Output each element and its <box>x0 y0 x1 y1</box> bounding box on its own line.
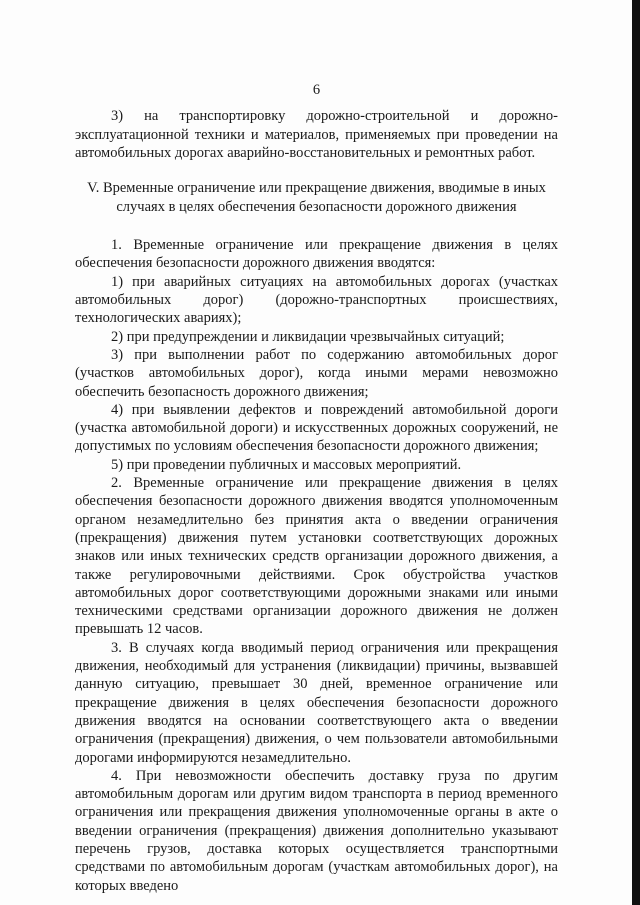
paragraph-clause-1-item-4: 4) при выявлении дефектов и повреждений автомобильной дороги (участка автомобильной дороги) и искусственных дорожных сооружений, не допустимых по условиям обеспечения безопасности дорожного движения; <box>75 401 558 455</box>
paragraph-clause-1-item-3: 3) при выполнении работ по содержанию автомобильных дорог (участков автомобильных дорог), когда иными мерами невозможно обеспечить безопасность дорожного движения; <box>75 346 558 400</box>
paragraph-clause-3: 3. В случаях когда вводимый период ограничения или прекращения движения, необходимый для устранения (ликвидации) причины, вызвавшей данную ситуацию, превышает 30 дней, временное ограничение или прекращение движения в целях обеспечения безопасности дорожного движения вводятся на основании соответствующего акта о введении ограничения (прекращения) движения, о чем пользователи автомобильными дорогами информируются незамедлительно. <box>75 639 558 766</box>
paragraph-clause-1-item-5: 5) при проведении публичных и массовых мероприятий. <box>111 456 462 473</box>
section-heading: V. Временные ограничение или прекращение движения, вводимые в иных случаях в целях обеспечения безопасности дорожного движения <box>87 180 546 216</box>
page-content <box>75 81 558 895</box>
paragraph-clause-2: 2. Временные ограничение или прекращение движения в целях обеспечения безопасности дорожного движения вводятся уполномоченным органом незамедлительно без принятия акта о введении ограничения (прекращения) движения путем установки соответствующих дорожных знаков или иных технических средств организации дорожного движения, а также регулировочными действиями. Срок обустройства участков автомобильных дорог соответствующими дорожными знаками или иными техническими средствами организации дорожного движения не должен превышать 12 часов. <box>75 475 558 638</box>
page-number: 6 <box>312 82 321 98</box>
paragraph-clause-1-item-1: 1) при аварийных ситуациях на автомобильных дорогах (участках автомобильных дорог) (дорожно-транспортных происшествиях, технологических авариях); <box>75 273 558 327</box>
paragraph-clause-4: 4. При невозможности обеспечить доставку груза по другим автомобильным дорогам или другим видом транспорта в период временного ограничения или прекращения движения уполномоченные органы в акте о введении ограничения (прекращения) движения дополнительно указывают перечень грузов, доставка которых осуществляется транспортными средствами по автомобильным дорогам (участкам автомобильных дорог), на которых введено <box>75 767 558 894</box>
scan-edge-shadow <box>632 0 640 905</box>
paragraph-item-3-continuation: 3) на транспортировку дорожно-строительной и дорожно-эксплуатационной техники и материалов, применяемых при проведении на автомобильных дорогах аварийно-восстановительных и ремонтных работ. <box>75 108 558 161</box>
paragraph-clause-1: 1. Временные ограничение или прекращение движения в целях обеспечения безопасности дорожного движения вводятся: <box>75 237 558 272</box>
paragraph-clause-1-item-2: 2) при предупреждении и ликвидации чрезвычайных ситуаций; <box>111 328 505 345</box>
